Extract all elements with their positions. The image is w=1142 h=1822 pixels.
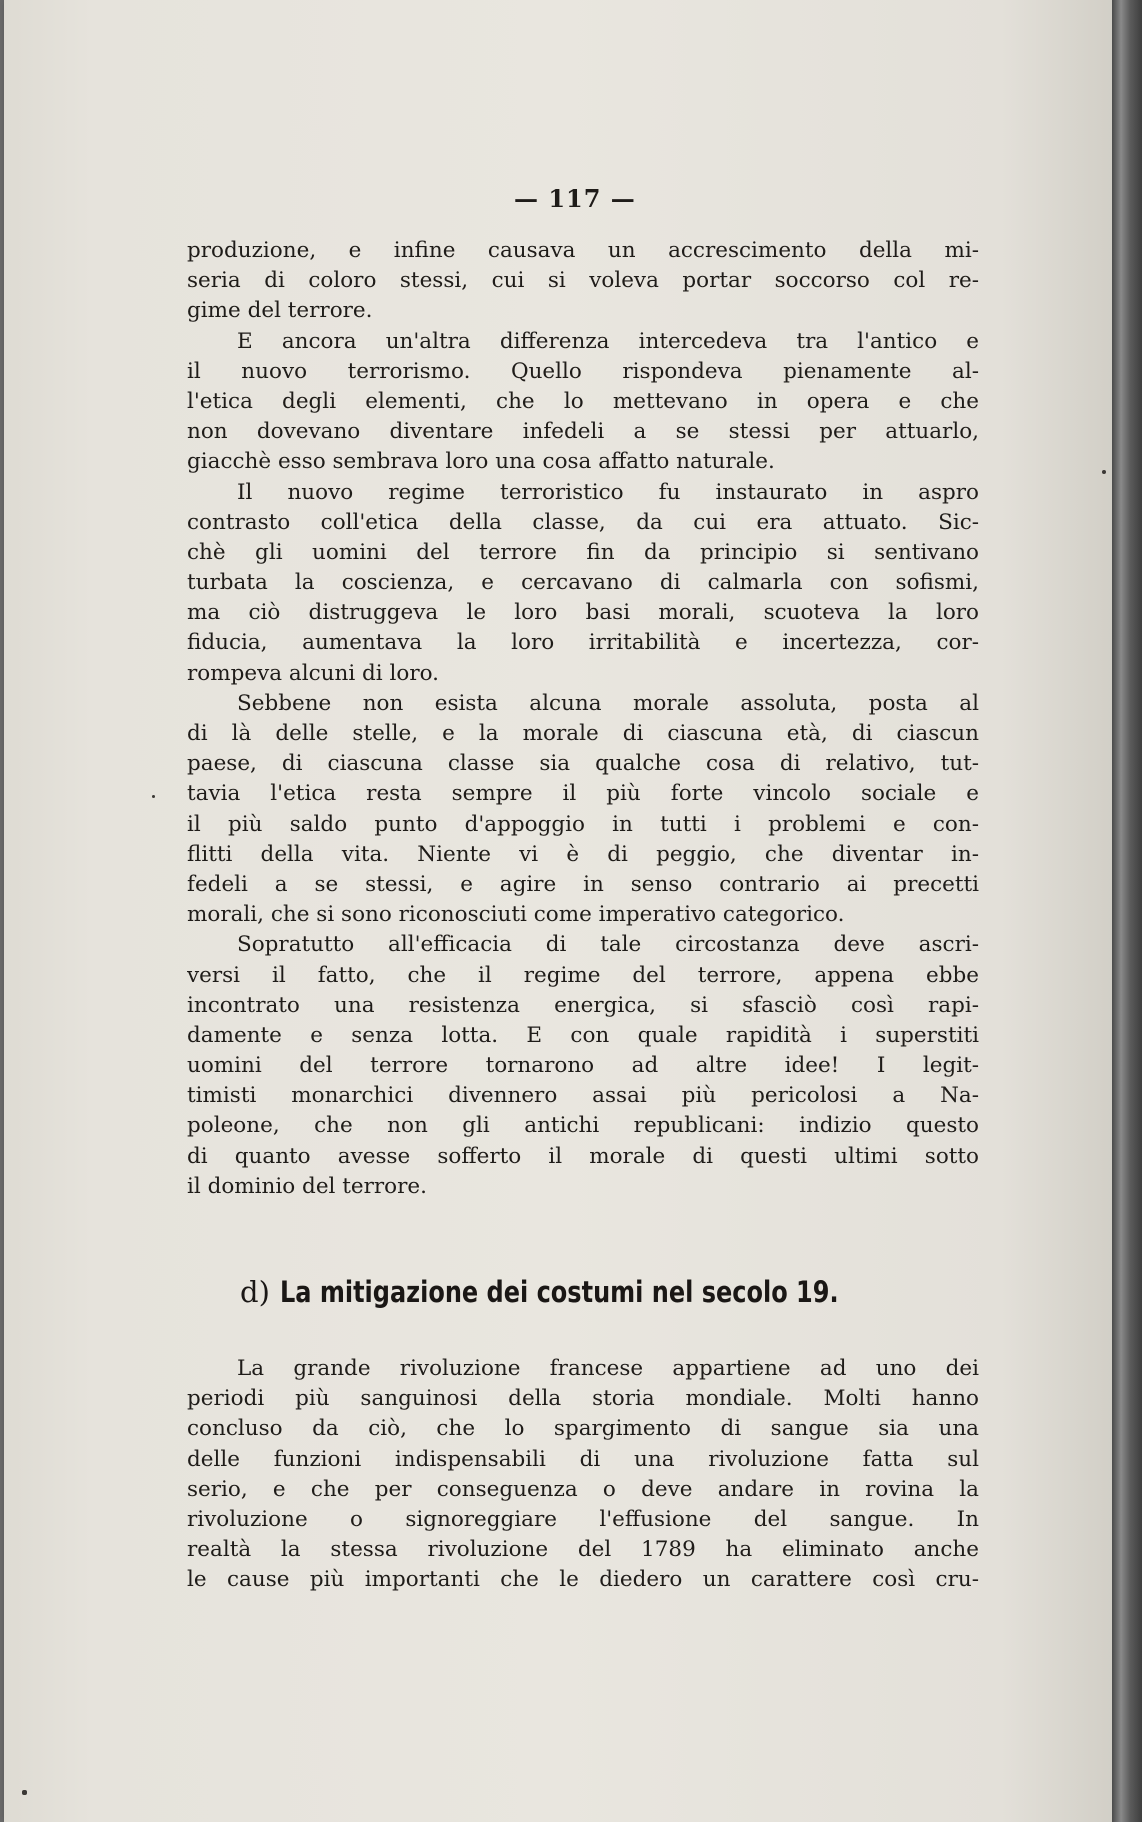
text-line: chè gli uomini del terrore fin da principio si sentivano xyxy=(187,539,979,565)
text-line: giacchè esso sembrava loro una cosa affatto naturale. xyxy=(187,449,775,475)
text-line: delle funzioni indispensabili di una rivoluzione fatta sul xyxy=(187,1446,979,1472)
text-line: Sebbene non esista alcuna morale assoluta, posta al xyxy=(237,690,979,716)
text-line: seria di coloro stessi, cui si voleva portar soccorso col re- xyxy=(187,268,979,294)
text-line: contrasto coll'etica della classe, da cui era attuato. Sic- xyxy=(187,509,979,535)
text-line: le cause più importanti che le diedero un carattere così cru- xyxy=(187,1567,979,1593)
text-line: produzione, e infine causava un accrescimento della mi- xyxy=(187,238,979,263)
text-line: morali, che si sono riconosciuti come imperativo categorico. xyxy=(187,902,845,928)
text-line: flitti della vita. Niente vi è di peggio, che diventar in- xyxy=(187,841,979,867)
text-line: ma ciò distruggeva le loro basi morali, scuoteva la loro xyxy=(187,600,979,626)
text-line: periodi più sanguinosi della storia mondiale. Molti hanno xyxy=(187,1386,979,1412)
paper-speck xyxy=(1102,470,1106,474)
paper-speck xyxy=(152,795,155,798)
text-line: versi il fatto, che il regime del terrore, appena ebbe xyxy=(187,962,979,988)
text-line: serio, e che per conseguenza o deve andare in rovina la xyxy=(187,1476,979,1502)
text-line: il dominio del terrore. xyxy=(187,1173,427,1199)
text-line: damente e senza lotta. E con quale rapidità i superstiti xyxy=(187,1022,979,1048)
text-line: paese, di ciascuna classe sia qualche cosa di relativo, tut- xyxy=(187,751,979,777)
text-line: di quanto avesse sofferto il morale di questi ultimi sotto xyxy=(187,1143,979,1169)
section-marker: d) xyxy=(240,1275,270,1309)
text-line: incontrato una resistenza energica, si sfasciò così rapi- xyxy=(187,992,979,1018)
section-heading xyxy=(240,1275,960,1309)
text-line: non dovevano diventare infedeli a se stessi per attuarlo, xyxy=(187,419,979,445)
text-line: E ancora un'altra differenza intercedeva tra l'antico e xyxy=(237,328,979,354)
text-line: concluso da ciò, che lo spargimento di sangue sia una xyxy=(187,1416,979,1442)
text-line: il nuovo terrorismo. Quello rispondeva pienamente al- xyxy=(187,358,979,384)
text-line: Il nuovo regime terroristico fu instaurato in aspro xyxy=(237,479,979,505)
page-binding-edge xyxy=(1112,0,1142,1822)
text-line: gime del terrore. xyxy=(187,298,373,324)
text-line: poleone, che non gli antichi republicani: indizio questo xyxy=(187,1113,979,1139)
text-line: turbata la coscienza, e cercavano di calmarla con sofismi, xyxy=(187,570,979,596)
body-text-block-2 xyxy=(187,1354,979,1596)
text-line: il più saldo punto d'appoggio in tutti i problemi e con- xyxy=(187,811,979,837)
text-line: uomini del terrore tornarono ad altre idee! I legit- xyxy=(187,1053,979,1079)
text-line: timisti monarchici divennero assai più pericolosi a Na- xyxy=(187,1083,979,1109)
text-line: rivoluzione o signoreggiare l'effusione del sangue. In xyxy=(187,1506,979,1532)
text-line: rompeva alcuni di loro. xyxy=(187,660,440,686)
text-line: fiducia, aumentava la loro irritabilità e incertezza, cor- xyxy=(187,630,979,656)
text-line: tavia l'etica resta sempre il più forte vincolo sociale e xyxy=(187,781,979,807)
paper-speck xyxy=(22,1790,27,1795)
book-page xyxy=(4,0,1112,1822)
section-title: La mitigazione dei costumi nel secolo 19. xyxy=(279,1275,839,1309)
text-line: Sopratutto all'efficacia di tale circostanza deve ascri- xyxy=(237,932,979,958)
body-text-block-1 xyxy=(187,236,979,1202)
text-line: fedeli a se stessi, e agire in senso contrario ai precetti xyxy=(187,871,979,897)
text-line: realtà la stessa rivoluzione del 1789 ha eliminato anche xyxy=(187,1537,979,1563)
text-line: l'etica degli elementi, che lo mettevano in opera e che xyxy=(187,388,979,414)
text-line: La grande rivoluzione francese appartiene ad uno dei xyxy=(237,1356,979,1381)
page-number: — 117 — xyxy=(514,184,636,213)
text-line: di là delle stelle, e la morale di ciascuna età, di ciascun xyxy=(187,721,979,746)
